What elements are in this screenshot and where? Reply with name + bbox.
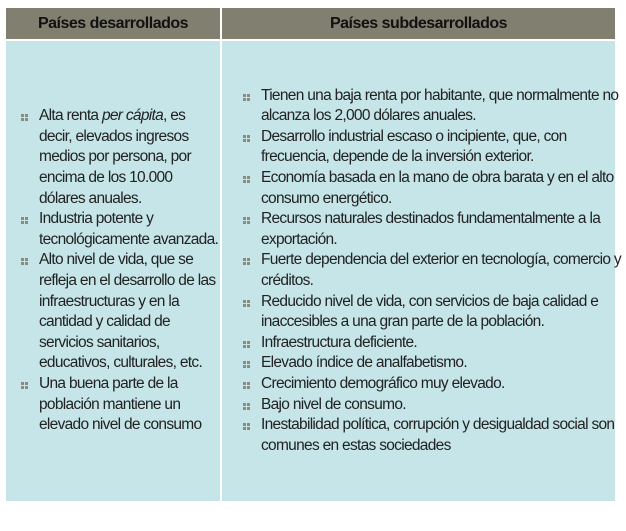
header-developed: Países desarrollados [6,8,220,39]
item-text [261,209,600,250]
item-text [261,292,598,333]
item-line: servicios sanitarios, [39,333,160,351]
item-text [261,395,406,416]
item-text [261,86,618,127]
item-line: cantidad y calidad de [39,313,170,331]
list-item [222,250,621,291]
item-line: créditos. [261,272,314,289]
item-line: inaccesibles a una gran parte de la población. [261,313,545,331]
item-line: Tienen una baja renta por habitante, que normalmente no [261,86,619,104]
item-text [39,209,218,250]
bullet-icon [243,415,255,456]
bullet-icon [21,106,33,209]
item-line: refleja en el desarrollo de las [39,272,216,289]
bullet-icon [243,292,255,333]
list-item [222,86,619,127]
item-text [261,374,505,395]
item-line: alcanza los 2,000 dólares anuales. [261,107,476,125]
bullet-icon [243,250,255,291]
list-item [6,209,220,250]
item-line [39,106,191,127]
item-line: elevado nivel de consumo [39,416,202,434]
bullet-icon [243,86,255,127]
item-text [261,333,417,354]
comparison-table [6,8,621,501]
list-item [6,374,220,436]
item-text [261,415,614,456]
item-line: exportación. [261,230,338,248]
item-line: Desarrollo industrial escaso o incipiente, que, con [261,127,567,145]
item-line: Industria potente y [39,210,154,228]
bullet-icon [243,374,255,395]
item-line: encima de los 10.000 [39,169,173,187]
item-line: Economía basada en la mano de obra barata y en el alto [261,169,614,187]
bullet-icon [243,209,255,250]
item-line: infraestructuras y en la [39,292,179,310]
item-text [39,374,201,436]
item-line: Infraestructura deficiente. [261,333,417,351]
item-line: educativos, culturales, etc. [39,354,203,372]
developed-column [6,41,220,501]
list-item [222,374,615,395]
bullet-icon [21,250,33,374]
header-underdeveloped: Países subdesarrollados [222,8,615,39]
bullet-icon [21,374,33,436]
item-line: Recursos naturales destinados fundamentalmente a la [261,210,601,228]
item-line: decir, elevados ingresos [39,127,189,145]
item-text [39,106,191,209]
list-item [6,250,220,374]
list-item [222,353,615,374]
item-line: Alto nivel de vida, que se [39,251,194,269]
list-item [222,292,615,333]
item-line: Fuerte dependencia del exterior en tecnología, comercio y [261,251,621,269]
item-text [261,168,614,209]
item-text [39,250,215,374]
bullet-icon [243,333,255,354]
list-item [222,127,615,168]
item-line-part: Alta renta [39,107,102,125]
item-text [261,127,567,168]
underdeveloped-column [222,41,621,501]
item-line: Bajo nivel de consumo. [261,395,406,413]
item-line: Elevado índice de analfabetismo. [261,354,467,372]
item-line: población mantiene un [39,395,181,413]
list-item [222,395,615,416]
list-item [6,106,220,209]
item-line: Reducido nivel de vida, con servicios de baja calidad e [261,292,599,310]
list-item [222,209,615,250]
bullet-icon [243,127,255,168]
bullet-icon [243,353,255,374]
item-line: consumo energético. [261,189,392,207]
list-item [222,415,615,456]
item-line: Crecimiento demográfico muy elevado. [261,374,505,392]
item-line: tecnológicamente avanzada. [39,230,219,248]
bullet-icon [243,168,255,209]
list-item [222,168,615,209]
item-line: Inestabilidad política, corrupción y desigualdad social son [261,416,615,434]
item-line-part: , es [163,107,186,125]
list-item [222,333,615,354]
item-line: medios por persona, por [39,148,191,166]
item-line: frecuencia, depende de la inversión exterior. [261,148,534,166]
item-line: comunes en estas sociedades [261,436,451,454]
bullet-icon [243,395,255,416]
item-line-part: per cápita [101,107,164,125]
item-text [261,250,621,291]
item-line: dólares anuales. [39,189,142,207]
item-line: Una buena parte de la [39,374,178,392]
item-text [261,353,467,374]
bullet-icon [21,209,33,250]
